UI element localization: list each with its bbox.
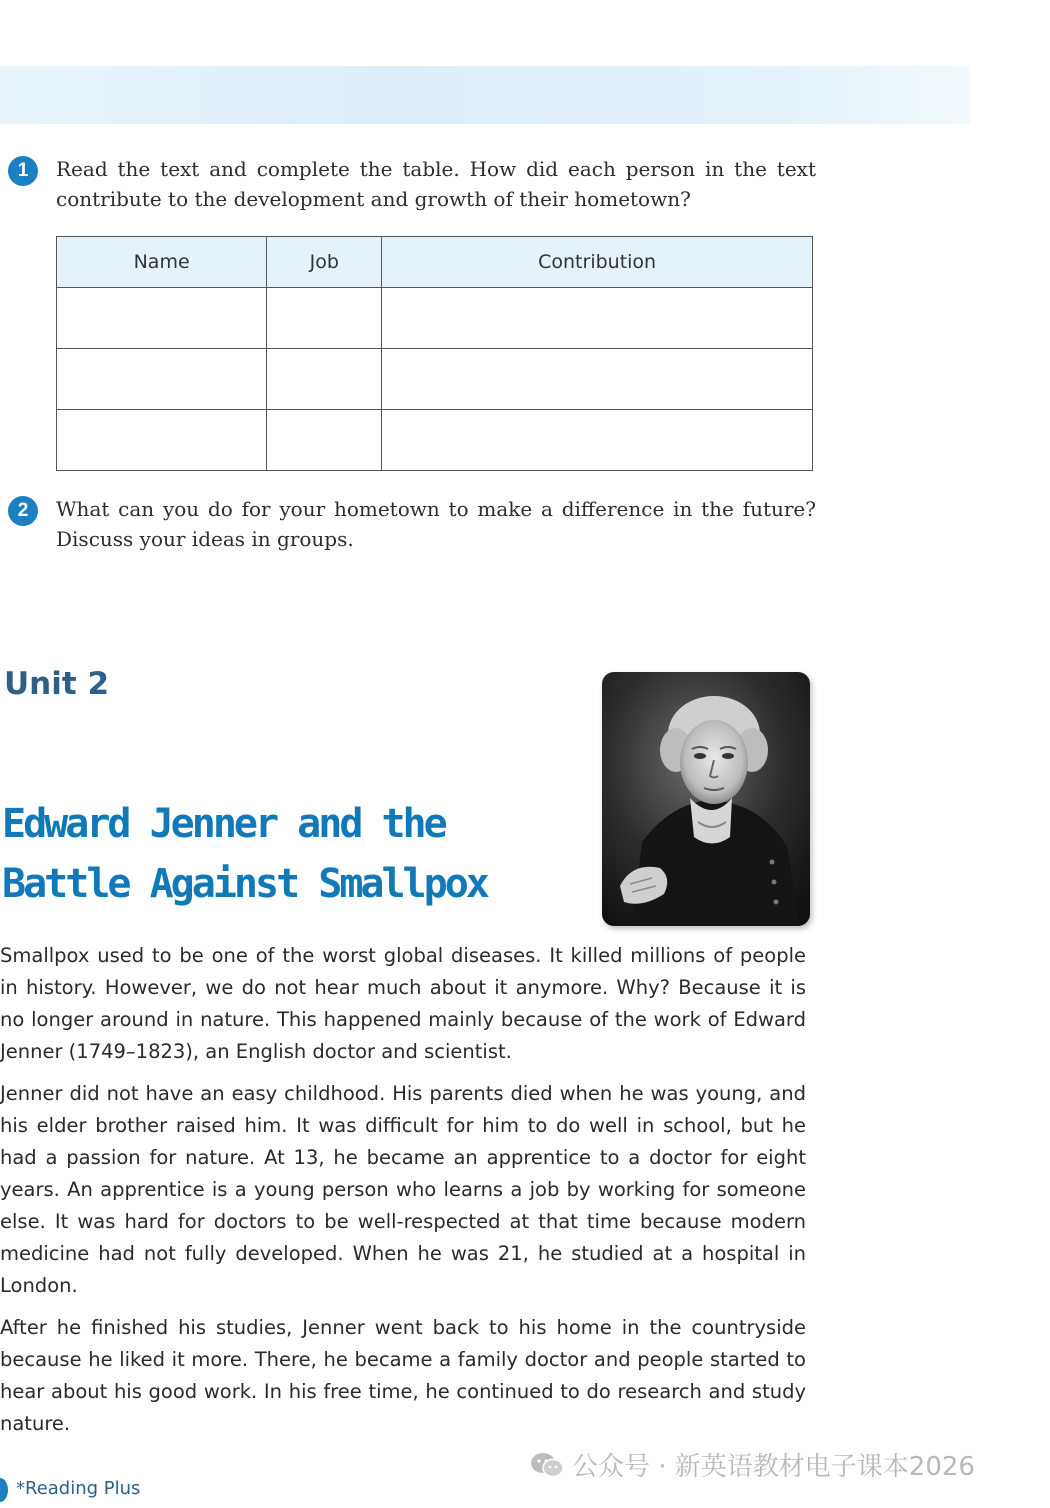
- article-paragraph: After he finished his studies, Jenner went back to his home in the countryside because he liked it more. There, he became a family doctor and people started to hear about his good work. In his free time, he continued to do research and study nature.: [0, 1316, 806, 1435]
- article-title-line-2: Battle Against Smallpox: [2, 861, 487, 907]
- table-header-row: [57, 237, 813, 288]
- table-cell-name[interactable]: [57, 349, 267, 410]
- watermark: [530, 1446, 975, 1483]
- column-header-name: Name: [57, 237, 267, 288]
- table-cell-job[interactable]: [267, 410, 382, 471]
- unit-heading: Unit 2: [4, 666, 110, 702]
- completion-table: [56, 236, 813, 471]
- exercise-instruction: What can you do for your hometown to make a difference in the future? Discuss your ideas in groups.: [56, 497, 816, 551]
- portrait-image: [602, 672, 810, 926]
- column-header-job: Job: [267, 237, 382, 288]
- footer-label: *Reading Plus: [16, 1478, 141, 1499]
- table-cell-contribution[interactable]: [382, 349, 813, 410]
- column-header-contribution: Contribution: [382, 237, 813, 288]
- table-row: [57, 410, 813, 471]
- table-cell-job[interactable]: [267, 349, 382, 410]
- table-row: [57, 288, 813, 349]
- watermark-text: 公众号 · 新英语教材电子课本2026: [572, 1452, 975, 1482]
- exercise-number-badge: 2: [8, 496, 38, 526]
- table-cell-contribution[interactable]: [382, 410, 813, 471]
- article-body: [0, 940, 806, 1450]
- table-row: [57, 349, 813, 410]
- wechat-icon: [530, 1451, 564, 1479]
- article-paragraph: Smallpox used to be one of the worst global diseases. It killed millions of people in history. However, we do not hear much about it anymore. Why? Because it is no longer around in nature. This happened mainly because of the work of Edward Jenner (1749–1823), an English doctor and scientist.: [0, 944, 806, 1063]
- article-title: [2, 794, 487, 914]
- table-cell-name[interactable]: [57, 410, 267, 471]
- table-cell-contribution[interactable]: [382, 288, 813, 349]
- portrait-engraving: [602, 672, 810, 926]
- page-marker: [0, 1478, 8, 1502]
- exercise-instruction: Read the text and complete the table. How did each person in the text contribute to the development and growth of their hometown?: [56, 157, 816, 211]
- exercise-number-badge: 1: [8, 156, 38, 186]
- table-cell-name[interactable]: [57, 288, 267, 349]
- article-title-line-1: Edward Jenner and the: [2, 801, 445, 847]
- table-cell-job[interactable]: [267, 288, 382, 349]
- header-band: [0, 66, 970, 124]
- article-paragraph: Jenner did not have an easy childhood. His parents died when he was young, and his elder brother raised him. It was difficult for him to do well in school, but he had a passion for nature. At 13, he became an apprentice to a doctor for eight years. An apprentice is a young person who learns a job by working for someone else. It was hard for doctors to be well-respected at that time because modern medicine had not fully developed. When he was 21, he studied at a hospital in London.: [0, 1082, 806, 1297]
